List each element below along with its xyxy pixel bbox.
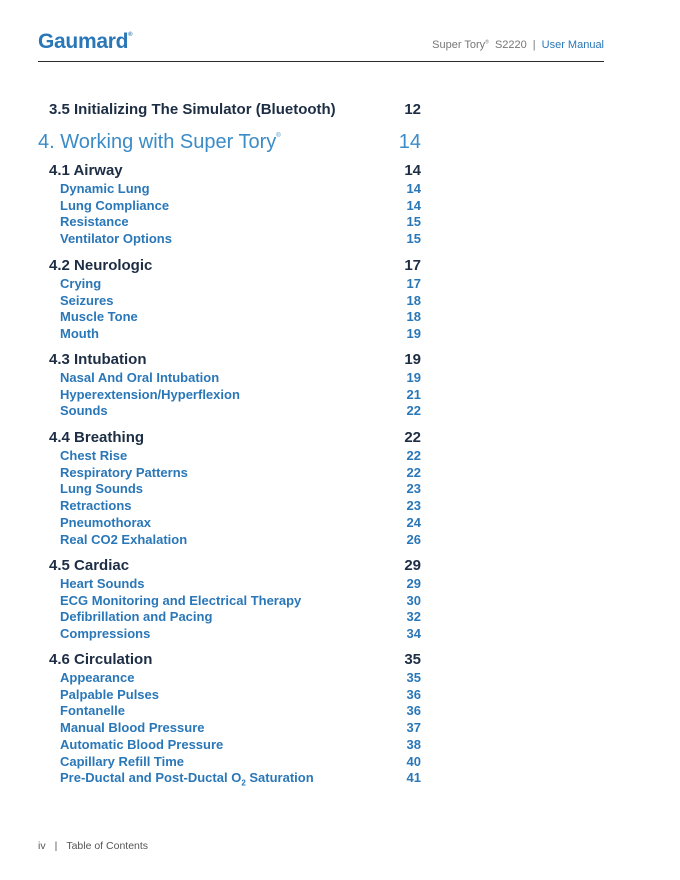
gaumard-logo: Gaumard® xyxy=(38,30,133,53)
page-header xyxy=(38,30,604,62)
page-footer: iv | Table of Contents xyxy=(38,840,149,852)
document-title: Super Tory® S2220 | User Manual xyxy=(432,39,604,51)
